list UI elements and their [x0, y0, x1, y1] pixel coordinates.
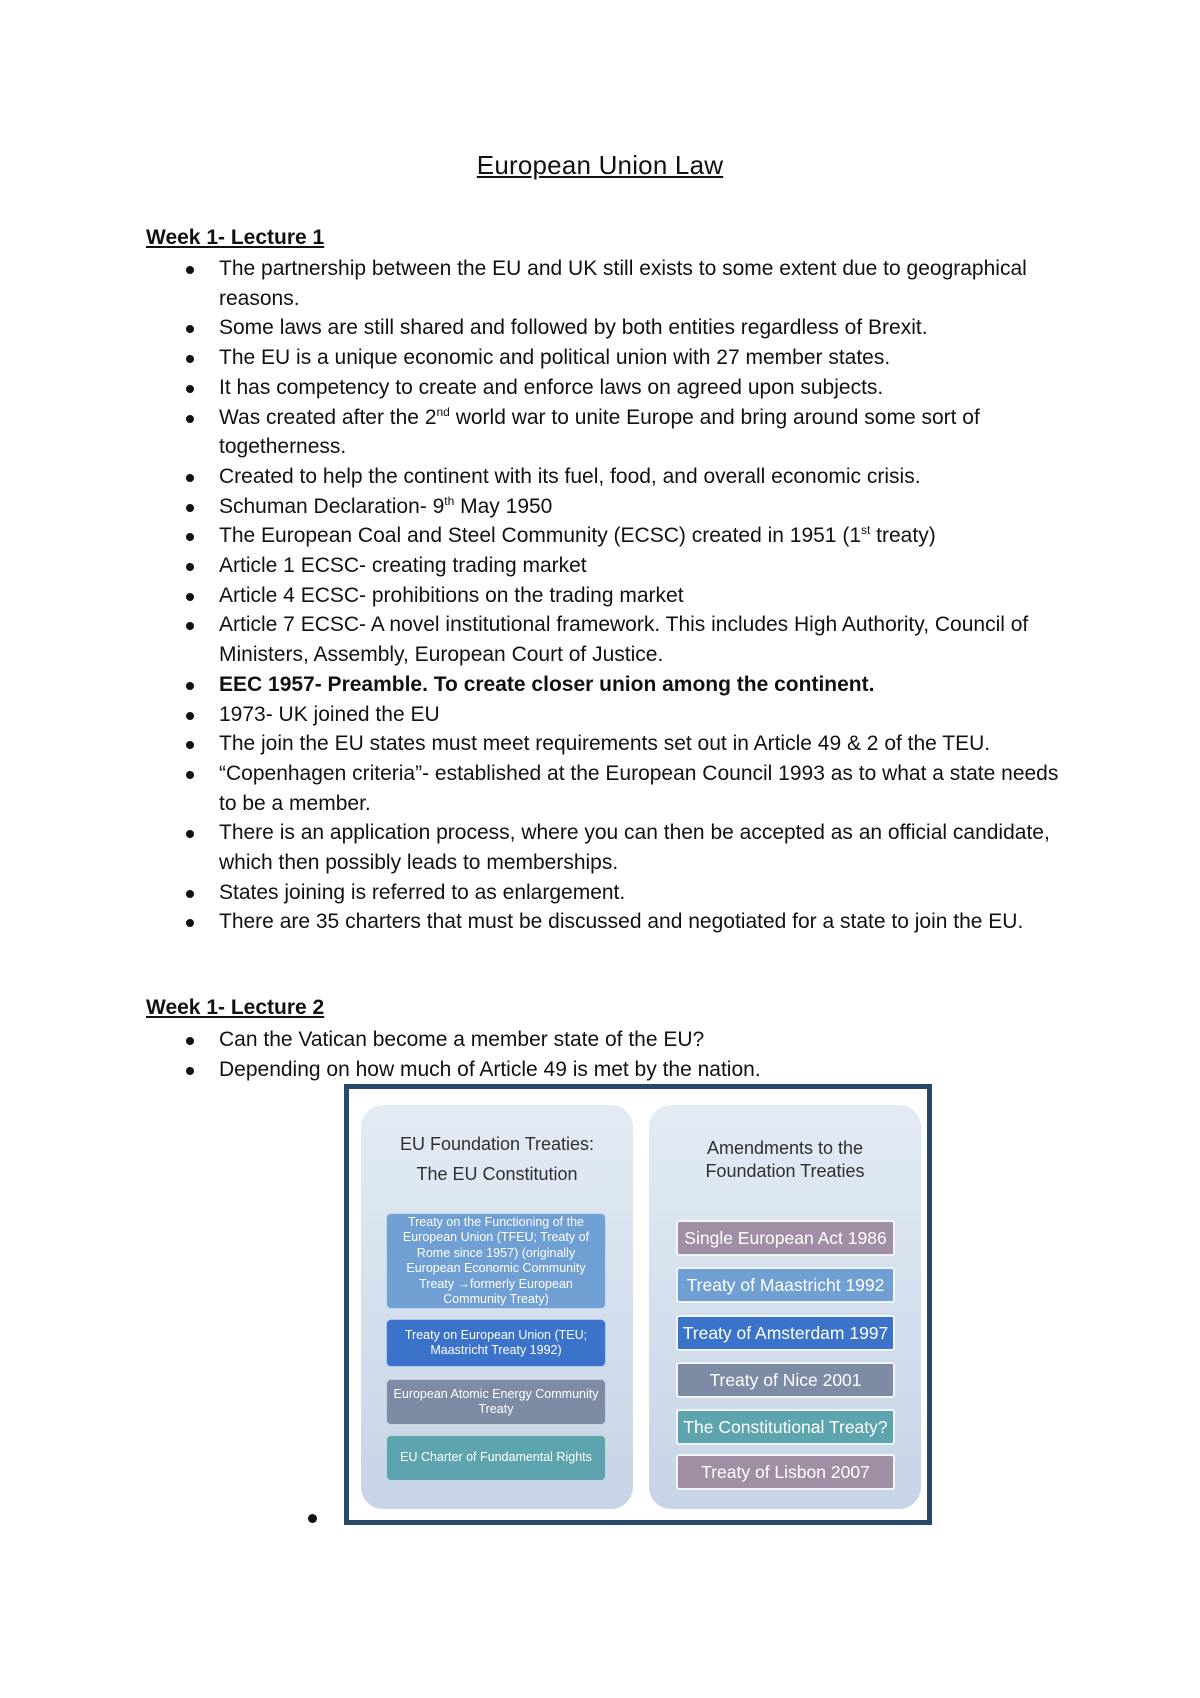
bullet-icon — [186, 415, 194, 423]
list-item: Depending on how much of Article 49 is met by the nation. — [146, 1055, 1066, 1085]
list-item: 1973- UK joined the EU — [146, 700, 1066, 730]
amendment-box-constitutional-treaty: The Constitutional Treaty? — [676, 1409, 895, 1445]
amendment-box-nice: Treaty of Nice 2001 — [676, 1362, 895, 1398]
treaty-box-euratom: European Atomic Energy Community Treaty — [386, 1379, 606, 1425]
list-item: The EU is a unique economic and political union with 27 member states. — [146, 343, 1066, 373]
list-item: Article 4 ECSC- prohibitions on the trading market — [146, 581, 1066, 611]
panel-title: EU Foundation Treaties: The EU Constitution — [399, 1134, 595, 1184]
bullet-icon — [186, 266, 194, 274]
list-item: “Copenhagen criteria”- established at the European Council 1993 as to what a state needs to be a member. — [146, 759, 1066, 818]
bullet-list-lecture-2 — [146, 1025, 1066, 1084]
bullet-icon — [186, 1037, 194, 1045]
list-item: It has competency to create and enforce laws on agreed upon subjects. — [146, 373, 1066, 403]
foundation-treaties-panel — [361, 1105, 633, 1509]
document-title: European Union Law — [476, 150, 724, 180]
bullet-icon — [186, 385, 194, 393]
amendment-box-amsterdam: Treaty of Amsterdam 1997 — [676, 1315, 895, 1351]
list-item: Article 1 ECSC- creating trading market — [146, 551, 1066, 581]
bullet-icon — [186, 474, 194, 482]
bullet-list-lecture-1 — [146, 254, 1066, 937]
list-item: The partnership between the EU and UK still exists to some extent due to geographical reasons. — [146, 254, 1066, 313]
amendment-box-single-european-act: Single European Act 1986 — [676, 1220, 895, 1256]
bullet-icon — [186, 355, 194, 363]
list-item: The join the EU states must meet requirements set out in Article 49 & 2 of the TEU. — [146, 729, 1066, 759]
treaty-box-teu: Treaty on European Union (TEU; Maastricht Treaty 1992) — [386, 1319, 606, 1367]
amendment-box-lisbon: Treaty of Lisbon 2007 — [676, 1454, 895, 1490]
bullet-icon — [186, 771, 194, 779]
list-item: EEC 1957- Preamble. To create closer union among the continent. — [146, 670, 1066, 700]
bullet-icon — [186, 1067, 194, 1075]
bullet-icon — [186, 712, 194, 720]
list-item: Can the Vatican become a member state of the EU? — [146, 1025, 1066, 1055]
amendment-box-maastricht: Treaty of Maastricht 1992 — [676, 1267, 895, 1303]
list-item: Some laws are still shared and followed by both entities regardless of Brexit. — [146, 313, 1066, 343]
section-heading-lecture-2: Week 1- Lecture 2 — [146, 996, 325, 1019]
bullet-icon — [186, 830, 194, 838]
treaty-box-charter: EU Charter of Fundamental Rights — [386, 1435, 606, 1481]
eu-treaties-diagram — [344, 1084, 932, 1525]
bullet-icon — [186, 563, 194, 571]
amendments-panel — [649, 1105, 921, 1509]
panel-title: Amendments to the Foundation Treaties — [705, 1138, 865, 1181]
list-item: States joining is referred to as enlargement. — [146, 878, 1066, 908]
empty-bullet-icon — [308, 1514, 317, 1523]
list-item: The European Coal and Steel Community (ECSC) created in 1951 (1st treaty) — [146, 521, 1066, 551]
bullet-icon — [186, 593, 194, 601]
bullet-icon — [186, 533, 194, 541]
bullet-icon — [186, 325, 194, 333]
bullet-icon — [186, 504, 194, 512]
list-item: Schuman Declaration- 9th May 1950 — [146, 492, 1066, 522]
list-item: There is an application process, where you can then be accepted as an official candidate, which then possibly leads to memberships. — [146, 818, 1066, 877]
list-item: There are 35 charters that must be discussed and negotiated for a state to join the EU. — [146, 907, 1066, 937]
list-item: Article 7 ECSC- A novel institutional framework. This includes High Authority, Council of Ministers, Assembly, European Court of Justice. — [146, 610, 1066, 669]
treaty-box-tfeu: Treaty on the Functioning of the European Union (TFEU; Treaty of Rome since 1957) (originally European Economic Community Treaty →formerly European Community Treaty) — [386, 1213, 606, 1309]
bullet-icon — [186, 890, 194, 898]
bullet-icon — [186, 919, 194, 927]
list-item: Created to help the continent with its fuel, food, and overall economic crisis. — [146, 462, 1066, 492]
bullet-icon — [186, 682, 194, 690]
bullet-icon — [186, 622, 194, 630]
section-heading-lecture-1: Week 1- Lecture 1 — [146, 226, 325, 249]
list-item: Was created after the 2nd world war to unite Europe and bring around some sort of togetherness. — [146, 403, 1066, 462]
bullet-icon — [186, 741, 194, 749]
